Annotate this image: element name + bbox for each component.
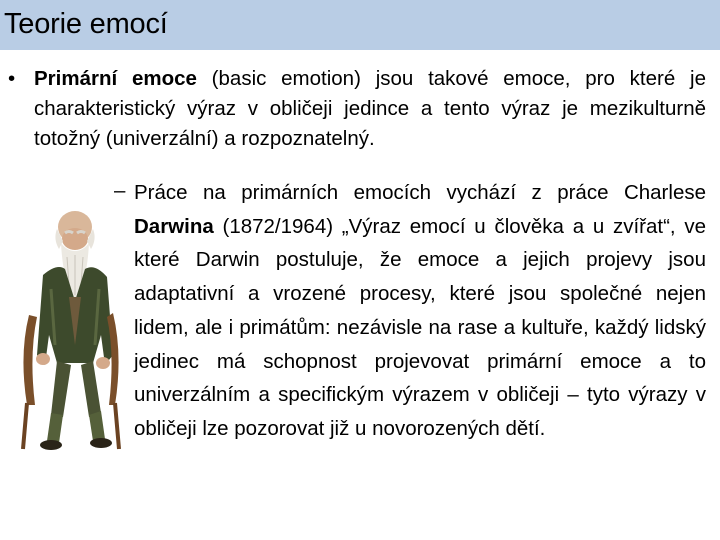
sub-text-part1: Práce na primárních emocích vychází z práce Charlese — [134, 181, 706, 204]
sub-bullet-text — [134, 176, 706, 446]
slide-title: Teorie emocí — [4, 8, 168, 40]
sub-bold-name: Darwina — [134, 214, 214, 238]
main-bullet-text — [34, 64, 706, 154]
title-bar — [0, 0, 720, 50]
bullet-marker: • — [8, 67, 16, 90]
bullet-bold-term: Primární emoce — [34, 67, 197, 90]
sub-text-part2: (1872/1964) „Výraz emocí u člověka a u zvířat“, ve které Darwin postuluje, že emoce a jejich projevy jsou adaptativní a vrozené procesy, které jsou společné nejen lidem, ale i primátům: nezávisle na rase a kultuře, každý lidský jedinec má schopnost projevovat primární emoce a to univerzálním a specifickým výrazem v obličeji – tyto výrazy v obličeji lze pozorovat již u novorozených dětí. — [134, 214, 706, 440]
bullet-rest-text: (basic emotion) jsou takové emoce, pro které je charakteristický výraz v obličeji jedince a tento výraz je mezikulturně totožný (univerzální) a rozpoznatelný. — [34, 67, 706, 150]
darwin-caricature-image — [5, 205, 125, 455]
sub-bullet-dash: – — [114, 179, 126, 202]
